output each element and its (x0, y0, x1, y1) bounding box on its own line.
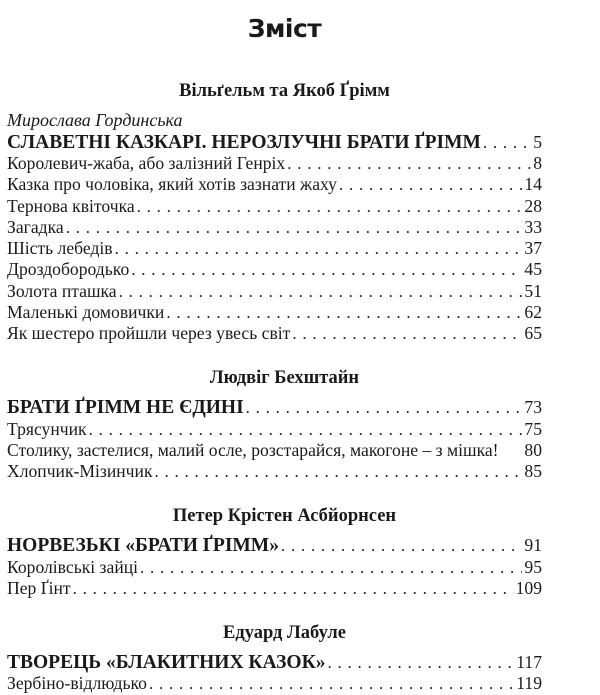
dot-leader (140, 557, 522, 578)
entry-title: Королівські зайці (7, 556, 139, 577)
page-number: 14 (524, 174, 542, 195)
dot-leader (483, 132, 531, 153)
toc-entry[interactable] (7, 238, 542, 259)
page-number: 73 (524, 397, 542, 418)
toc-entry[interactable] (7, 153, 542, 174)
table-of-contents (7, 14, 542, 695)
dot-leader (155, 461, 523, 482)
entry-title: СЛАВЕТНІ КАЗКАРІ. НЕРОЗЛУЧНІ БРАТИ ҐРІММ (7, 131, 481, 153)
page-number: 28 (524, 195, 542, 216)
dot-leader (292, 323, 522, 344)
entry-title: Королевич-жаба, або залізний Генріх (7, 152, 286, 173)
page-number: 62 (524, 302, 542, 323)
page-number: 75 (524, 418, 542, 439)
dot-leader (137, 196, 523, 217)
dot-leader (73, 578, 514, 599)
toc-entry[interactable] (7, 461, 542, 482)
toc-sections (7, 79, 542, 695)
section-heading: Петер Крістен Асбйорнсен (172, 506, 397, 527)
dot-leader (115, 238, 523, 259)
entry-title: БРАТИ ҐРІММ НЕ ЄДИНІ (7, 397, 244, 419)
toc-chapter-entry[interactable] (7, 652, 542, 673)
page-title: Зміст (247, 14, 322, 43)
page-number: 33 (524, 216, 542, 237)
dot-leader (246, 397, 523, 418)
page-number: 119 (516, 673, 542, 694)
dot-leader (281, 535, 522, 556)
page-number: 37 (524, 238, 542, 259)
page-number: 8 (533, 152, 542, 173)
entry-title: Казка про чоловіка, який хотів зазнати жаху (7, 174, 337, 195)
page-number: 95 (524, 556, 542, 577)
entry-title: НОРВЕЗЬКІ «БРАТИ ҐРІММ» (7, 535, 279, 557)
toc-entry[interactable] (7, 259, 542, 280)
toc-chapter-entry[interactable] (7, 535, 542, 556)
dot-leader (339, 174, 522, 195)
section-heading: Вільґельм та Якоб Ґрімм (179, 81, 390, 101)
toc-entry[interactable] (7, 557, 542, 578)
toc-entry[interactable] (7, 440, 542, 461)
dot-leader (89, 419, 523, 440)
page-number: 45 (524, 259, 542, 280)
entry-title: Хлопчик-Мізинчик (7, 461, 153, 482)
dot-leader (328, 652, 515, 673)
entry-title: Зербіно-відлюдько (7, 673, 147, 694)
toc-entry[interactable] (7, 673, 542, 694)
page-number: 51 (524, 280, 542, 301)
page-number: 117 (516, 652, 542, 673)
page-number: 91 (524, 535, 542, 556)
entry-title: Як шестеро пройшли через увесь світ (7, 323, 291, 344)
section-heading: Едуард Лабуле (223, 622, 346, 643)
page-number: 65 (524, 323, 542, 344)
entry-title: Дроздобородько (7, 259, 130, 280)
toc-entry[interactable] (7, 302, 542, 323)
page-number: 85 (524, 461, 542, 482)
entry-title: Шість лебедів (7, 238, 113, 259)
dot-leader (131, 259, 522, 280)
dot-leader (119, 281, 523, 302)
section-author: Мирослава Гординська (7, 110, 183, 131)
page-number: 109 (515, 578, 542, 598)
toc-entry[interactable] (7, 323, 542, 344)
toc-entry[interactable] (7, 281, 542, 302)
entry-title: Маленькі домовички (7, 302, 165, 323)
entry-title: Пер Ґінт (7, 578, 71, 598)
toc-entry[interactable] (7, 419, 542, 440)
entry-title: Загадка (7, 216, 64, 237)
dot-leader (66, 217, 523, 238)
toc-chapter-entry[interactable] (7, 132, 542, 153)
entry-title: ТВОРЕЦЬ «БЛАКИТНИХ КАЗОК» (7, 652, 326, 674)
page-number: 80 (524, 440, 542, 461)
toc-entry[interactable] (7, 174, 542, 195)
page-number: 5 (533, 131, 542, 152)
toc-entry[interactable] (7, 196, 542, 217)
entry-title: Тернова квіточка (7, 195, 135, 216)
dot-leader (149, 673, 514, 694)
section-heading: Людвіг Бехштайн (209, 368, 360, 389)
toc-chapter-entry[interactable] (7, 397, 542, 418)
toc-entry[interactable] (7, 578, 542, 599)
entry-title: Золота пташка (7, 280, 117, 301)
entry-title: Столику, застелися, малий осле, розстарайся, макогоне – з мішка! (7, 440, 499, 461)
toc-entry[interactable] (7, 217, 542, 238)
dot-leader (287, 153, 531, 174)
entry-title: Трясунчик (7, 418, 87, 439)
dot-leader (166, 302, 522, 323)
